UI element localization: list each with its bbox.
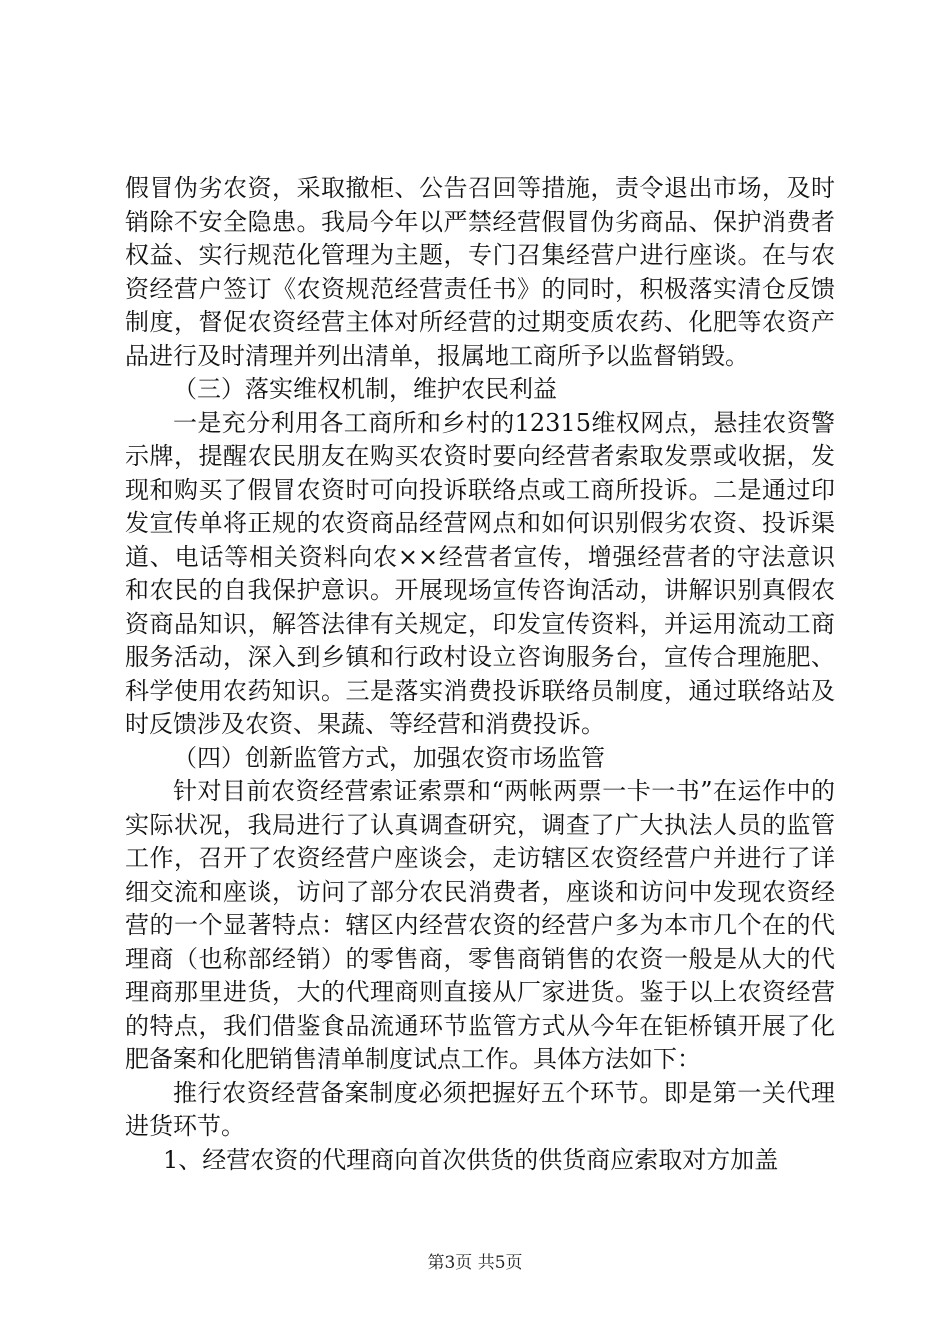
- paragraph-continuation: 假冒伪劣农资，采取撤柜、公告召回等措施，责令退出市场，及时销除不安全隐患。我局今年以严禁经营假冒伪劣商品、保护消费者权益、实行规范化管理为主题，专门召集经营户进行座谈。在与农资经营户签订《农资规范经营责任书》的同时，积极落实清仓反馈制度，督促农资经营主体对所经营的过期变质农药、化肥等农资产品进行及时清理并列出清单，报属地工商所予以监督销毁。: [125, 174, 835, 370]
- section-heading-three: （三）落实维权机制，维护农民利益: [173, 375, 557, 403]
- document-body: [125, 172, 835, 1177]
- paragraph-rights-protection: 一是充分利用各工商所和乡村的12315维权网点，悬挂农资警示牌，提醒农民朋友在购买农资时要向经营者索取发票或收据，发现和购买了假冒农资时可向投诉联络点或工商所投诉。二是通过印发宣传单将正规的农资商品经营网点和如何识别假劣农资、投诉渠道、电话等相关资料向农××经营者宣传，增强经营者的守法意识和农民的自我保护意识。开展现场宣传咨询活动，讲解识别真假农资商品知识，解答法律有关规定，印发宣传资料，并运用流动工商服务活动，深入到乡镇和行政村设立咨询服务台，宣传合理施肥、科学使用农药知识。三是落实消费投诉联络员制度，通过联络站及时反馈涉及农资、果蔬、等经营和消费投诉。: [125, 408, 835, 738]
- list-item-one: 1、经营农资的代理商向首次供货的供货商应索取对方加盖: [163, 1145, 779, 1174]
- paragraph-filing-system: 推行农资经营备案制度必须把握好五个环节。即是第一关代理进货环节。: [125, 1078, 835, 1140]
- paragraph-supervision-method: 针对目前农资经营索证索票和“两帐两票一卡一书”在运作中的实际状况，我局进行了认真调查研究，调查了广大执法人员的监管工作，召开了农资经营户座谈会，走访辖区农资经营户并进行了详细交流和座谈，访问了部分农民消费者，座谈和访问中发现农资经营的一个显著特点：辖区内经营农资的经营户多为本市几个在的代理商（也称部经销）的零售商，零售商销售的农资一般是从大的代理商那里进货，大的代理商则直接从厂家进货。鉴于以上农资经营的特点，我们借鉴食品流通环节监管方式从今年在钜桥镇开展了化肥备案和化肥销售清单制度试点工作。具体方法如下：: [125, 777, 835, 1073]
- page-footer: 第3页 共5页: [427, 1253, 523, 1273]
- section-heading-four: （四）创新监管方式，加强农资市场监管: [173, 743, 605, 772]
